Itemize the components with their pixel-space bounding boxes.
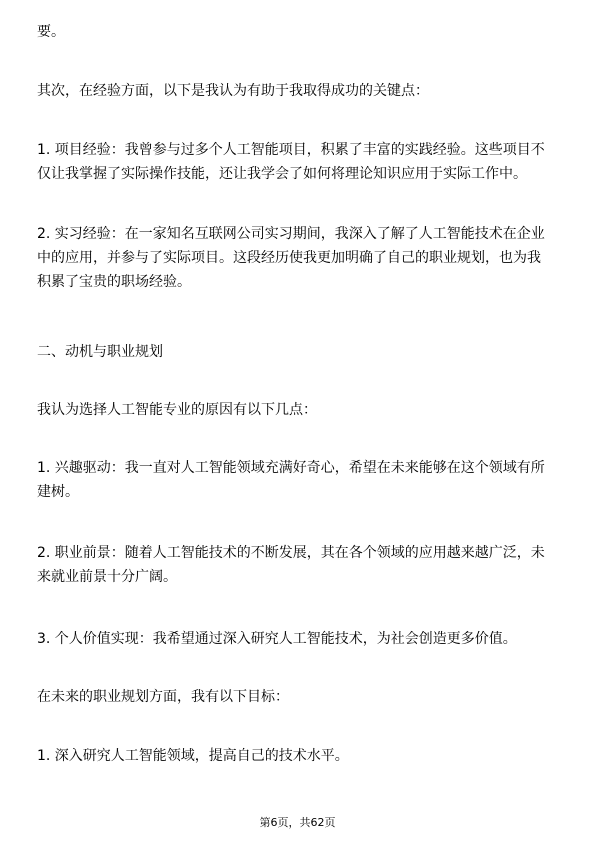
paragraph-experience-intro bbox=[37, 79, 562, 103]
text-line: 中的应用，并参与了实际项目。这段经历使我更加明确了自己的职业规划，也为我 bbox=[37, 250, 541, 266]
paragraph-interest bbox=[37, 456, 562, 504]
paragraph-goal-one bbox=[37, 744, 562, 768]
text-line: 1. 项目经验：我曾参与过多个人工智能项目，积累了丰富的实践经验。这些项目不 bbox=[37, 142, 545, 158]
page-number-footer: 第6页，共62页 bbox=[259, 816, 336, 829]
text-line: 其次，在经验方面，以下是我认为有助于我取得成功的关键点： bbox=[37, 83, 429, 99]
paragraph-continuation bbox=[37, 20, 562, 44]
text-line: 来就业前景十分广阔。 bbox=[37, 569, 177, 585]
text-line: 在未来的职业规划方面，我有以下目标： bbox=[37, 689, 289, 705]
text-line: 1. 兴趣驱动：我一直对人工智能领域充满好奇心，希望在未来能够在这个领域有所 bbox=[37, 460, 545, 476]
text-line: 3. 个人价值实现：我希望通过深入研究人工智能技术，为社会创造更多价值。 bbox=[37, 631, 517, 647]
paragraph-internship-experience bbox=[37, 222, 562, 294]
paragraph-personal-value bbox=[37, 627, 562, 651]
text-line: 仅让我掌握了实际操作技能，还让我学会了如何将理论知识应用于实际工作中。 bbox=[37, 166, 527, 182]
text-line: 要。 bbox=[37, 24, 65, 40]
text-line: 二、动机与职业规划 bbox=[37, 344, 163, 360]
paragraph-career-prospects bbox=[37, 541, 562, 589]
text-line: 2. 实习经验：在一家知名互联网公司实习期间，我深入了解了人工智能技术在企业 bbox=[37, 226, 545, 242]
section-heading-motivation bbox=[37, 340, 562, 364]
text-line: 积累了宝贵的职场经验。 bbox=[37, 274, 191, 290]
text-line: 建树。 bbox=[37, 484, 79, 500]
text-line: 我认为选择人工智能专业的原因有以下几点： bbox=[37, 402, 317, 418]
text-line: 1. 深入研究人工智能领域，提高自己的技术水平。 bbox=[37, 748, 349, 764]
paragraph-reasons-intro bbox=[37, 398, 562, 422]
paragraph-project-experience bbox=[37, 138, 562, 186]
text-line: 2. 职业前景：随着人工智能技术的不断发展，其在各个领域的应用越来越广泛，未 bbox=[37, 545, 545, 561]
paragraph-career-goals-intro bbox=[37, 685, 562, 709]
